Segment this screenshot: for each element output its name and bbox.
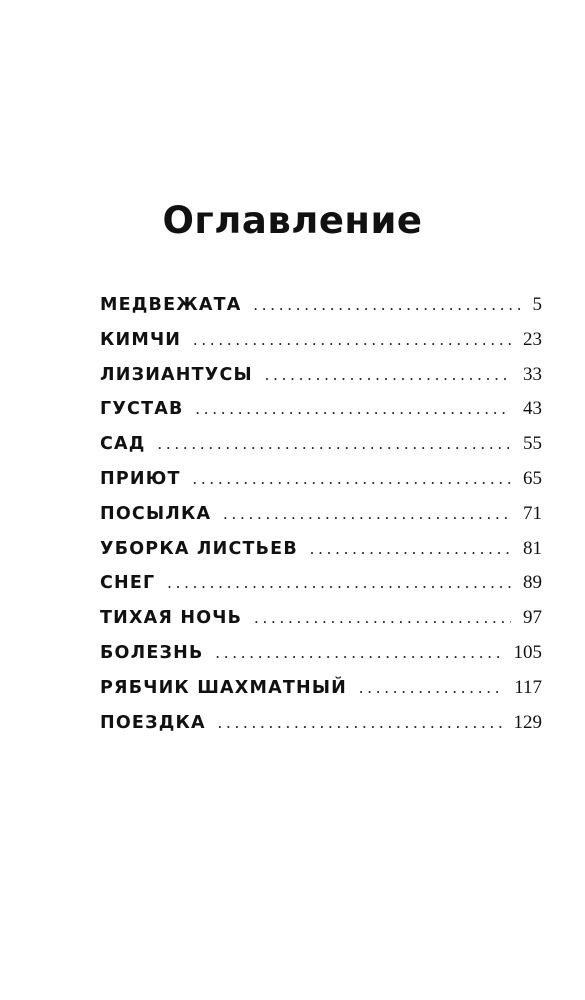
toc-entry-page: 43	[523, 398, 542, 420]
dot-leader	[359, 671, 502, 706]
toc-entry-title: РЯБЧИК ШАХМАТНЫЙ	[100, 677, 347, 698]
dot-leader	[310, 532, 511, 567]
toc-entry-title: ПОЕЗДКА	[100, 712, 206, 733]
toc-entry-page: 89	[523, 572, 542, 594]
toc-entry	[100, 288, 542, 323]
page-title: Оглавление	[162, 198, 423, 242]
toc-entry-title: ПОСЫЛКА	[100, 503, 212, 524]
toc-entry-page: 105	[513, 641, 542, 663]
toc-entry	[100, 358, 542, 393]
dot-leader	[223, 497, 511, 532]
toc-entry-page: 81	[523, 537, 542, 559]
toc-entry-page: 97	[523, 607, 542, 629]
toc-entry-title: БОЛЕЗНЬ	[100, 642, 204, 663]
toc-entry-page: 23	[523, 328, 542, 350]
toc-entry	[100, 636, 542, 671]
toc-entry-title: МЕДВЕЖАТА	[100, 295, 242, 315]
toc-entry	[100, 462, 542, 497]
toc-entry-page: 65	[523, 467, 542, 489]
toc-entry	[100, 532, 542, 567]
toc-entry	[100, 706, 542, 741]
toc-entry-page: 33	[523, 363, 542, 385]
dot-leader	[193, 323, 511, 358]
toc-entry-title: ПРИЮТ	[100, 468, 181, 489]
dot-leader	[196, 392, 511, 427]
dot-leader	[254, 288, 521, 323]
toc-entry-title: КИМЧИ	[100, 329, 182, 350]
toc-entry-page: 117	[514, 676, 542, 698]
dot-leader	[167, 566, 511, 601]
dot-leader	[193, 462, 511, 497]
dot-leader	[218, 706, 502, 741]
dot-leader	[216, 636, 502, 671]
toc-entry	[100, 427, 542, 462]
toc-entry	[100, 566, 542, 601]
dot-leader	[265, 358, 511, 393]
toc-entry	[100, 323, 542, 358]
toc-entry-title: САД	[100, 434, 146, 455]
toc-entry-page: 55	[523, 433, 542, 455]
toc-entry	[100, 392, 542, 427]
toc-entry-page: 5	[532, 294, 542, 315]
toc-entry	[100, 601, 542, 636]
toc-entry-page: 129	[513, 711, 542, 733]
toc-entry	[100, 497, 542, 532]
toc-entry	[100, 671, 542, 706]
dot-leader	[254, 601, 511, 636]
toc-entry-title: УБОРКА ЛИСТЬЕВ	[100, 538, 298, 559]
toc-entry-title: СНЕГ	[100, 573, 156, 594]
dot-leader	[158, 427, 511, 462]
toc-entry-page: 71	[523, 502, 542, 524]
toc-entry-title: ТИХАЯ НОЧЬ	[100, 608, 243, 629]
toc-entry-title: ЛИЗИАНТУСЫ	[100, 364, 253, 385]
toc-entry-title: ГУСТАВ	[100, 399, 184, 420]
table-of-contents	[100, 288, 542, 740]
